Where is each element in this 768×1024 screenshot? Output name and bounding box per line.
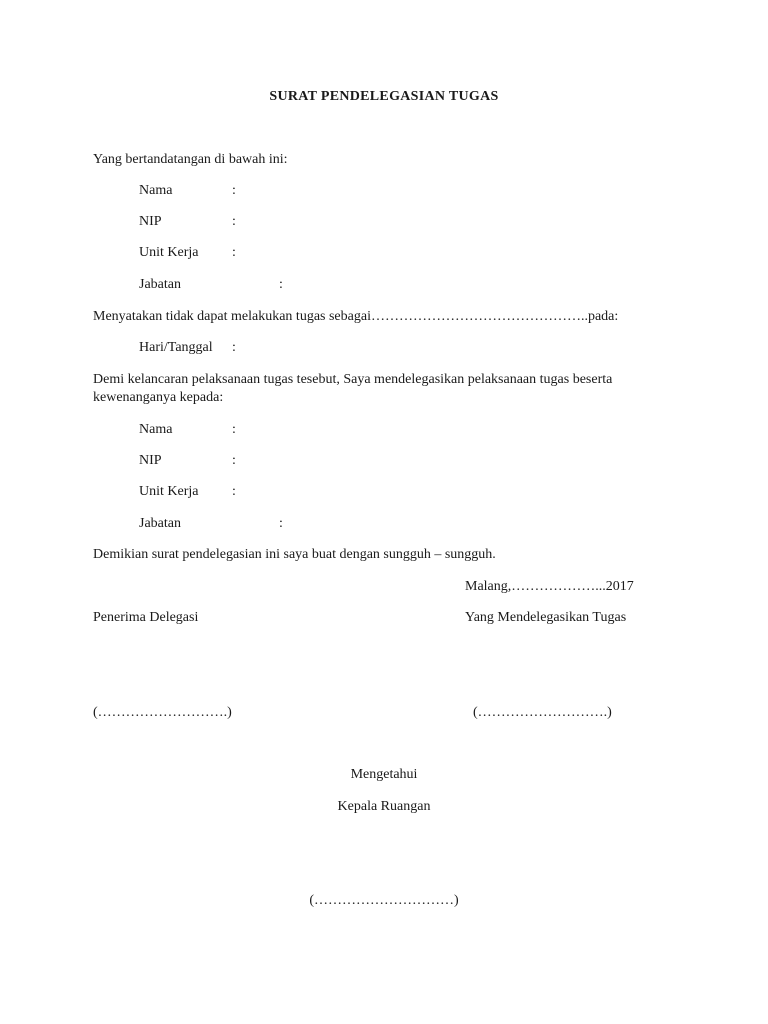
acknowledge-text: Mengetahui bbox=[350, 767, 418, 782]
statement-text: Menyatakan tidak dapat melakukan tugas sebagai………………………………………..pada: bbox=[93, 309, 619, 324]
head-signature-line: (…………………………) bbox=[309, 893, 459, 908]
intro-text: Yang bertandatangan di bawah ini: bbox=[93, 152, 288, 167]
delegate-position-colon: : bbox=[279, 516, 283, 531]
delegation-text: Demi kelancaran pelaksanaan tugas tesebut, Saya mendelegasikan pelaksanaan tugas beserta kewenanganya kepada: bbox=[93, 372, 613, 405]
delegator-unit-colon: : bbox=[232, 245, 236, 260]
delegator-signature-line: (……………………….) bbox=[473, 705, 612, 720]
document-title: SURAT PENDELEGASIAN TUGAS bbox=[269, 89, 499, 104]
closing-text: Demikian surat pendelegasian ini saya buat dengan sungguh – sungguh. bbox=[93, 547, 496, 562]
delegate-unit-label: Unit Kerja bbox=[139, 484, 199, 499]
place-date: Malang,………………...2017 bbox=[465, 579, 634, 594]
recipient-label: Penerima Delegasi bbox=[93, 610, 199, 625]
delegate-unit-colon: : bbox=[232, 484, 236, 499]
delegate-nip-colon: : bbox=[232, 453, 236, 468]
head-title: Kepala Ruangan bbox=[337, 799, 431, 814]
delegator-position-colon: : bbox=[279, 277, 283, 292]
delegate-name-colon: : bbox=[232, 422, 236, 437]
date-colon: : bbox=[232, 340, 236, 355]
delegate-nip-label: NIP bbox=[139, 453, 162, 468]
delegate-position-label: Jabatan bbox=[139, 516, 181, 531]
delegator-unit-label: Unit Kerja bbox=[139, 245, 199, 260]
delegate-name-label: Nama bbox=[139, 422, 173, 437]
delegator-label: Yang Mendelegasikan Tugas bbox=[465, 610, 627, 625]
delegator-position-label: Jabatan bbox=[139, 277, 181, 292]
delegator-name-colon: : bbox=[232, 183, 236, 198]
recipient-signature-line: (……………………….) bbox=[93, 705, 232, 720]
delegator-nip-label: NIP bbox=[139, 214, 162, 229]
delegator-name-label: Nama bbox=[139, 183, 173, 198]
delegator-nip-colon: : bbox=[232, 214, 236, 229]
date-label: Hari/Tanggal bbox=[139, 340, 213, 355]
